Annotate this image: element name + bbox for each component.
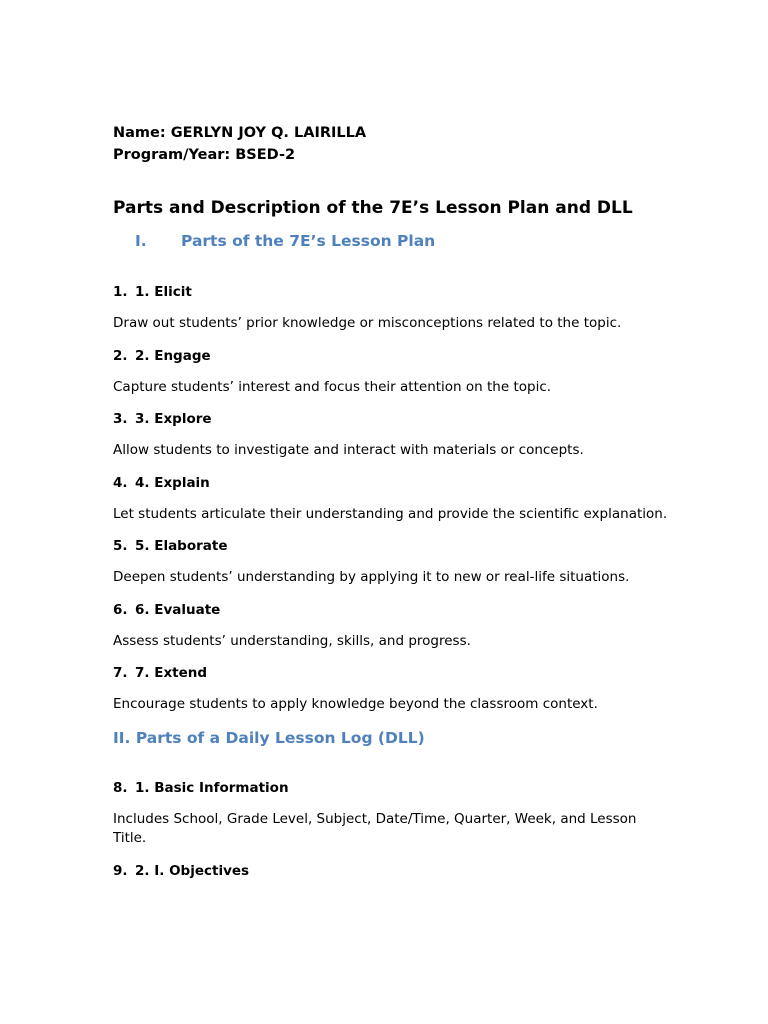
section-heading-dll: II. Parts of a Daily Lesson Log (DLL) <box>113 728 425 747</box>
item-number: 9. <box>113 862 128 879</box>
item-description: Encourage students to apply knowledge beyond the classroom context. <box>113 696 598 712</box>
item-heading <box>113 536 673 556</box>
item-label: 1. Basic Information <box>135 779 289 796</box>
item-heading <box>113 409 673 429</box>
item-description: Includes School, Grade Level, Subject, Date/Time, Quarter, Week, and Lesson Title. <box>113 810 637 846</box>
item-number: 3. <box>113 411 128 427</box>
item-heading <box>113 663 673 683</box>
item-number: 4. <box>113 474 128 491</box>
student-name: Name: GERLYN JOY Q. LAIRILLA <box>113 125 367 141</box>
item-label: 6. Evaluate <box>135 601 221 618</box>
list-item <box>113 600 673 652</box>
item-label: 2. I. Objectives <box>135 862 250 879</box>
item-number: 1. <box>113 284 128 300</box>
item-heading <box>113 282 673 302</box>
list-item <box>113 282 673 334</box>
dll-parts-list <box>113 778 673 881</box>
item-description: Capture students’ interest and focus their attention on the topic. <box>113 378 552 395</box>
lesson-plan-parts-list <box>113 282 673 715</box>
item-description: Allow students to investigate and interact with materials or concepts. <box>113 442 584 458</box>
item-label: 7. Extend <box>135 665 208 681</box>
section-heading-7e <box>135 230 673 252</box>
item-label: 4. Explain <box>135 474 210 491</box>
item-heading <box>113 346 673 366</box>
item-label: 3. Explore <box>135 411 212 427</box>
list-item <box>113 778 673 849</box>
item-label: 2. Engage <box>135 347 211 364</box>
section-numeral: I. <box>135 232 147 250</box>
list-item <box>113 861 673 881</box>
item-heading <box>113 861 673 881</box>
list-item <box>113 409 673 461</box>
item-description: Draw out students’ prior knowledge or misconceptions related to the topic. <box>113 315 622 331</box>
list-item <box>113 536 673 588</box>
item-number: 7. <box>113 665 128 681</box>
item-label: 1. Elicit <box>135 284 192 300</box>
program-year: Program/Year: BSED-2 <box>113 147 296 163</box>
item-number: 8. <box>113 779 128 796</box>
item-description: Assess students’ understanding, skills, and progress. <box>113 632 471 649</box>
list-item <box>113 473 673 525</box>
item-number: 6. <box>113 601 128 618</box>
document-page <box>113 122 673 881</box>
item-description: Let students articulate their understanding and provide the scientific explanation. <box>113 505 668 522</box>
item-number: 2. <box>113 347 128 364</box>
item-heading <box>113 600 673 620</box>
item-description: Deepen students’ understanding by applying it to new or real-life situations. <box>113 569 630 585</box>
item-number: 5. <box>113 538 128 554</box>
item-heading <box>113 473 673 493</box>
section-heading-text: Parts of the 7E’s Lesson Plan <box>181 232 436 250</box>
document-title: Parts and Description of the 7E’s Lesson Plan and DLL <box>113 198 633 218</box>
list-item <box>113 346 673 398</box>
item-label: 5. Elaborate <box>135 538 228 554</box>
item-heading <box>113 778 673 798</box>
list-item <box>113 663 673 715</box>
